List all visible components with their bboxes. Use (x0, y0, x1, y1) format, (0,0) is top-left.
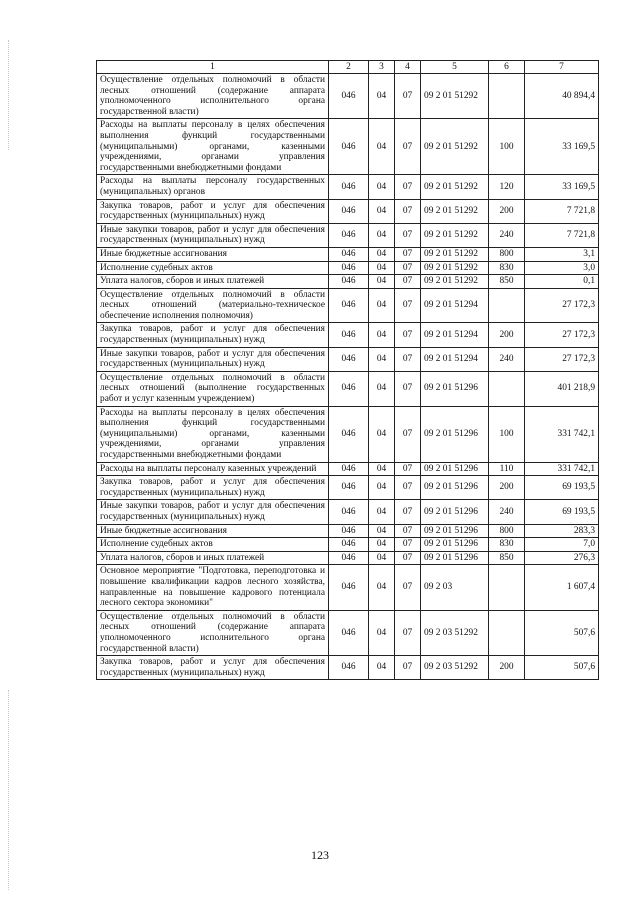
section-cell: 04 (369, 199, 395, 223)
table-row (97, 656, 599, 680)
admin-code-cell: 046 (329, 288, 369, 323)
subsection-cell: 07 (395, 199, 421, 223)
table-row (97, 500, 599, 524)
amount-cell: 331 742,1 (525, 406, 599, 462)
expense-type-cell: 100 (489, 119, 525, 175)
subsection-cell: 07 (395, 223, 421, 247)
subsection-cell: 07 (395, 462, 421, 476)
admin-code-cell: 046 (329, 275, 369, 289)
admin-code-cell: 046 (329, 247, 369, 261)
expense-type-cell: 850 (489, 551, 525, 565)
target-article-cell: 09 2 01 51296 (421, 538, 489, 552)
expense-type-cell: 200 (489, 476, 525, 500)
row-name-cell: Расходы на выплаты персоналу в целях обеспечения выполнения функций государственными (муниципальными) органами, казенными учреждениями, органами управления государственными внебюджетными фондами (97, 406, 329, 462)
admin-code-cell: 046 (329, 500, 369, 524)
admin-code-cell: 046 (329, 524, 369, 538)
amount-cell: 507,6 (525, 656, 599, 680)
target-article-cell: 09 2 01 51296 (421, 551, 489, 565)
expense-type-cell: 240 (489, 347, 525, 371)
table-row (97, 551, 599, 565)
admin-code-cell: 046 (329, 656, 369, 680)
row-name-cell: Расходы на выплаты персоналу в целях обеспечения выполнения функций государственными (муниципальными) органами, казенными учреждениями, органами управления государственными внебюджетными фондами (97, 119, 329, 175)
target-article-cell: 09 2 01 51292 (421, 275, 489, 289)
admin-code-cell: 046 (329, 538, 369, 552)
row-name-cell: Иные закупки товаров, работ и услуг для обеспечения государственных (муниципальных) нужд (97, 500, 329, 524)
admin-code-cell: 046 (329, 476, 369, 500)
subsection-cell: 07 (395, 275, 421, 289)
expense-type-cell: 830 (489, 261, 525, 275)
subsection-cell: 07 (395, 524, 421, 538)
section-cell: 04 (369, 223, 395, 247)
row-name-cell: Иные закупки товаров, работ и услуг для обеспечения государственных (муниципальных) нужд (97, 223, 329, 247)
admin-code-cell: 046 (329, 371, 369, 406)
target-article-cell: 09 2 01 51296 (421, 476, 489, 500)
expense-type-cell (489, 288, 525, 323)
admin-code-cell: 046 (329, 175, 369, 199)
amount-cell: 33 169,5 (525, 119, 599, 175)
subsection-cell: 07 (395, 347, 421, 371)
table-row (97, 371, 599, 406)
subsection-cell: 07 (395, 551, 421, 565)
amount-cell: 1 607,4 (525, 565, 599, 610)
table-row (97, 247, 599, 261)
table-body (97, 74, 599, 680)
target-article-cell: 09 2 01 51294 (421, 323, 489, 347)
amount-cell: 331 742,1 (525, 462, 599, 476)
section-cell: 04 (369, 551, 395, 565)
amount-cell: 69 193,5 (525, 476, 599, 500)
expense-type-cell (489, 565, 525, 610)
section-cell: 04 (369, 610, 395, 655)
amount-cell: 27 172,3 (525, 347, 599, 371)
target-article-cell: 09 2 01 51296 (421, 500, 489, 524)
amount-cell: 40 894,4 (525, 74, 599, 119)
subsection-cell: 07 (395, 261, 421, 275)
column-header-3: 3 (369, 61, 395, 74)
table-row (97, 565, 599, 610)
amount-cell: 33 169,5 (525, 175, 599, 199)
column-header-6: 6 (489, 61, 525, 74)
subsection-cell: 07 (395, 247, 421, 261)
subsection-cell: 07 (395, 538, 421, 552)
column-header-4: 4 (395, 61, 421, 74)
expense-type-cell: 120 (489, 175, 525, 199)
target-article-cell: 09 2 03 51292 (421, 656, 489, 680)
row-name-cell: Основное мероприятие "Подготовка, переподготовка и повышение квалификации кадров лесного хозяйства, направленные на повышение кадрового потенциала лесного сектора экономики" (97, 565, 329, 610)
amount-cell: 3,1 (525, 247, 599, 261)
table-row (97, 119, 599, 175)
target-article-cell: 09 2 03 51292 (421, 610, 489, 655)
expense-type-cell (489, 74, 525, 119)
section-cell: 04 (369, 406, 395, 462)
row-name-cell: Осуществление отдельных полномочий в области лесных отношений (содержание аппарата уполномоченного исполнительного органа государственной власти) (97, 74, 329, 119)
expense-type-cell: 800 (489, 524, 525, 538)
section-cell: 04 (369, 656, 395, 680)
section-cell: 04 (369, 323, 395, 347)
section-cell: 04 (369, 462, 395, 476)
target-article-cell: 09 2 03 (421, 565, 489, 610)
row-name-cell: Исполнение судебных актов (97, 538, 329, 552)
expense-type-cell (489, 610, 525, 655)
scan-margin-mark (8, 40, 10, 150)
table-row (97, 406, 599, 462)
amount-cell: 7 721,8 (525, 223, 599, 247)
row-name-cell: Осуществление отдельных полномочий в области лесных отношений (содержание аппарата уполномоченного исполнительного органа государственной власти) (97, 610, 329, 655)
section-cell: 04 (369, 538, 395, 552)
admin-code-cell: 046 (329, 565, 369, 610)
admin-code-cell: 046 (329, 323, 369, 347)
amount-cell: 27 172,3 (525, 323, 599, 347)
table-row (97, 538, 599, 552)
amount-cell: 283,3 (525, 524, 599, 538)
subsection-cell: 07 (395, 565, 421, 610)
expense-type-cell: 100 (489, 406, 525, 462)
section-cell: 04 (369, 371, 395, 406)
expense-type-cell (489, 371, 525, 406)
row-name-cell: Закупка товаров, работ и услуг для обеспечения государственных (муниципальных) нужд (97, 323, 329, 347)
subsection-cell: 07 (395, 119, 421, 175)
expense-type-cell: 830 (489, 538, 525, 552)
section-cell: 04 (369, 275, 395, 289)
expense-type-cell: 800 (489, 247, 525, 261)
expense-type-cell: 240 (489, 223, 525, 247)
row-name-cell: Закупка товаров, работ и услуг для обеспечения государственных (муниципальных) нужд (97, 476, 329, 500)
row-name-cell: Уплата налогов, сборов и иных платежей (97, 551, 329, 565)
row-name-cell: Осуществление отдельных полномочий в области лесных отношений (материально-техническое обеспечение исполнения полномочия) (97, 288, 329, 323)
subsection-cell: 07 (395, 74, 421, 119)
subsection-cell: 07 (395, 371, 421, 406)
admin-code-cell: 046 (329, 551, 369, 565)
section-cell: 04 (369, 175, 395, 199)
amount-cell: 0,1 (525, 275, 599, 289)
target-article-cell: 09 2 01 51296 (421, 524, 489, 538)
amount-cell: 7 721,8 (525, 199, 599, 223)
target-article-cell: 09 2 01 51292 (421, 199, 489, 223)
subsection-cell: 07 (395, 406, 421, 462)
row-name-cell: Исполнение судебных актов (97, 261, 329, 275)
row-name-cell: Уплата налогов, сборов и иных платежей (97, 275, 329, 289)
table-row (97, 462, 599, 476)
admin-code-cell: 046 (329, 223, 369, 247)
target-article-cell: 09 2 01 51292 (421, 223, 489, 247)
budget-table (96, 60, 599, 680)
admin-code-cell: 046 (329, 119, 369, 175)
admin-code-cell: 046 (329, 610, 369, 655)
target-article-cell: 09 2 01 51292 (421, 261, 489, 275)
section-cell: 04 (369, 74, 395, 119)
table-row (97, 524, 599, 538)
row-name-cell: Расходы на выплаты персоналу государственных (муниципальных) органов (97, 175, 329, 199)
section-cell: 04 (369, 500, 395, 524)
amount-cell: 7,0 (525, 538, 599, 552)
target-article-cell: 09 2 01 51292 (421, 74, 489, 119)
table-row (97, 347, 599, 371)
section-cell: 04 (369, 347, 395, 371)
target-article-cell: 09 2 01 51294 (421, 347, 489, 371)
subsection-cell: 07 (395, 610, 421, 655)
table-row (97, 175, 599, 199)
expense-type-cell: 240 (489, 500, 525, 524)
target-article-cell: 09 2 01 51292 (421, 119, 489, 175)
table-row (97, 476, 599, 500)
target-article-cell: 09 2 01 51294 (421, 288, 489, 323)
table-header-row (97, 61, 599, 74)
column-header-1: 1 (97, 61, 329, 74)
target-article-cell: 09 2 01 51296 (421, 462, 489, 476)
subsection-cell: 07 (395, 323, 421, 347)
section-cell: 04 (369, 119, 395, 175)
target-article-cell: 09 2 01 51292 (421, 247, 489, 261)
table-row (97, 610, 599, 655)
row-name-cell: Иные бюджетные ассигнования (97, 247, 329, 261)
section-cell: 04 (369, 288, 395, 323)
amount-cell: 69 193,5 (525, 500, 599, 524)
row-name-cell: Закупка товаров, работ и услуг для обеспечения государственных (муниципальных) нужд (97, 656, 329, 680)
amount-cell: 27 172,3 (525, 288, 599, 323)
row-name-cell: Закупка товаров, работ и услуг для обеспечения государственных (муниципальных) нужд (97, 199, 329, 223)
expense-type-cell: 200 (489, 199, 525, 223)
target-article-cell: 09 2 01 51296 (421, 371, 489, 406)
row-name-cell: Расходы на выплаты персоналу казенных учреждений (97, 462, 329, 476)
target-article-cell: 09 2 01 51292 (421, 175, 489, 199)
section-cell: 04 (369, 565, 395, 610)
column-header-7: 7 (525, 61, 599, 74)
page-number: 123 (311, 848, 329, 862)
expense-type-cell: 200 (489, 656, 525, 680)
table-row (97, 275, 599, 289)
column-header-2: 2 (329, 61, 369, 74)
amount-cell: 3,0 (525, 261, 599, 275)
table-row (97, 223, 599, 247)
table-row (97, 199, 599, 223)
admin-code-cell: 046 (329, 347, 369, 371)
section-cell: 04 (369, 476, 395, 500)
amount-cell: 507,6 (525, 610, 599, 655)
column-header-5: 5 (421, 61, 489, 74)
amount-cell: 276,3 (525, 551, 599, 565)
expense-type-cell: 110 (489, 462, 525, 476)
subsection-cell: 07 (395, 288, 421, 323)
section-cell: 04 (369, 524, 395, 538)
amount-cell: 401 218,9 (525, 371, 599, 406)
subsection-cell: 07 (395, 175, 421, 199)
admin-code-cell: 046 (329, 199, 369, 223)
expense-type-cell: 850 (489, 275, 525, 289)
admin-code-cell: 046 (329, 406, 369, 462)
admin-code-cell: 046 (329, 462, 369, 476)
table-row (97, 74, 599, 119)
section-cell: 04 (369, 247, 395, 261)
admin-code-cell: 046 (329, 74, 369, 119)
subsection-cell: 07 (395, 500, 421, 524)
table-row (97, 261, 599, 275)
target-article-cell: 09 2 01 51296 (421, 406, 489, 462)
admin-code-cell: 046 (329, 261, 369, 275)
row-name-cell: Иные закупки товаров, работ и услуг для обеспечения государственных (муниципальных) нужд (97, 347, 329, 371)
row-name-cell: Осуществление отдельных полномочий в области лесных отношений (выполнение государственных работ и услуг казенным учреждением) (97, 371, 329, 406)
table-row (97, 323, 599, 347)
subsection-cell: 07 (395, 656, 421, 680)
expense-type-cell: 200 (489, 323, 525, 347)
table-row (97, 288, 599, 323)
subsection-cell: 07 (395, 476, 421, 500)
section-cell: 04 (369, 261, 395, 275)
row-name-cell: Иные бюджетные ассигнования (97, 524, 329, 538)
